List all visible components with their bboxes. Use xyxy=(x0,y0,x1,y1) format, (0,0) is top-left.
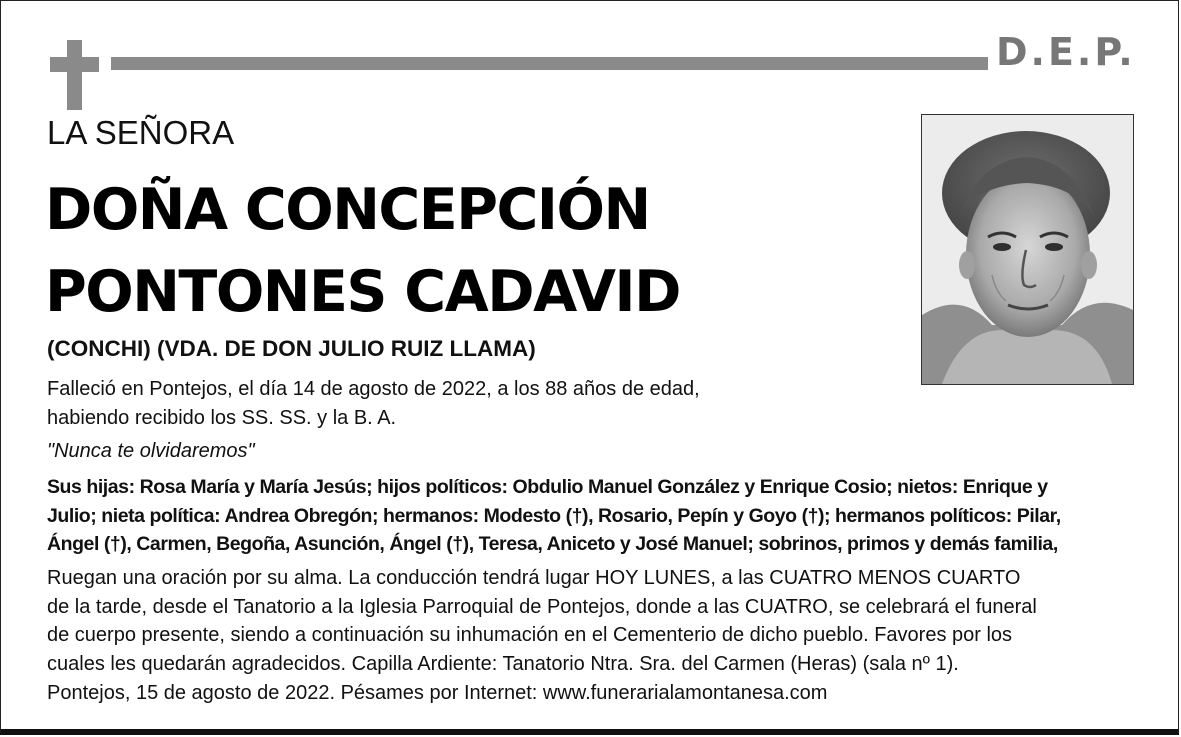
family-line: Julio; nieta política: Andrea Obregón; hermanos: Modesto (†), Rosario, Pepín y Goyo (†); hermanos políticos: Pilar, xyxy=(47,504,1061,527)
funeral-details xyxy=(47,564,1037,678)
portrait-illustration xyxy=(922,115,1133,384)
request-line: cuales les quedarán agradecidos. Capilla Ardiente: Tanatorio Ntra. Sra. del Carmen (Heras) (sala nº 1). xyxy=(47,652,959,675)
cross-icon-bar xyxy=(50,57,99,72)
family-line: Ángel (†), Carmen, Begoña, Asunción, Ángel (†), Teresa, Aniceto y José Manuel; sobrinos, primos y demás familia, xyxy=(47,533,1058,555)
death-line-2: habiendo recibido los SS. SS. y la B. A. xyxy=(47,407,397,429)
name-line-1: DOÑA CONCEPCIÓN xyxy=(45,177,650,243)
request-line: de la tarde, desde el Tanatorio a la Iglesia Parroquial de Pontejos, donde a las CUATRO, se celebrará el funeral xyxy=(47,595,1037,618)
death-details xyxy=(47,375,700,433)
quote: "Nunca te olvidaremos" xyxy=(47,440,255,462)
header-rule xyxy=(111,57,988,70)
death-line-1: Falleció en Pontejos, el día 14 de agosto de 2022, a los 88 años de edad, xyxy=(47,378,700,400)
portrait-photo xyxy=(921,114,1134,385)
family-line: Sus hijas: Rosa María y María Jesús; hijos políticos: Obdulio Manuel González y Enrique Cosio; nietos: Enrique y xyxy=(47,476,1048,498)
dep-label: D.E.P. xyxy=(996,30,1136,74)
family-list xyxy=(47,473,1142,559)
cross-icon xyxy=(67,40,82,110)
request-line: Ruegan una oración por su alma. La conducción tendrá lugar HOY LUNES, a las CUATRO MENOS CUARTO xyxy=(47,567,1021,589)
request-line: de cuerpo presente, siendo a continuación su inhumación en el Cementerio de dicho pueblo. Favores por los xyxy=(47,624,1013,646)
honorific: LA SEÑORA xyxy=(47,114,235,151)
alias-line: (CONCHI) (VDA. DE DON JULIO RUIZ LLAMA) xyxy=(47,336,536,361)
deceased-name xyxy=(45,169,680,333)
footer-line: Pontejos, 15 de agosto de 2022. Pésames por Internet: www.funerarialamontanesa.com xyxy=(47,682,828,704)
name-line-2: PONTONES CADAVID xyxy=(45,259,680,325)
